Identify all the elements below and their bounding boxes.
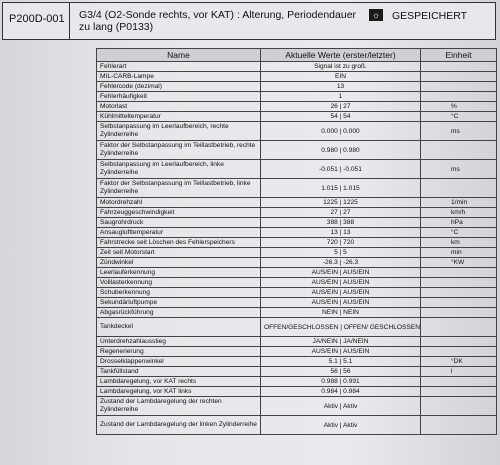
param-value: NEIN | NEIN [261, 308, 421, 318]
param-unit [421, 278, 497, 288]
param-unit [421, 82, 497, 92]
table-row [97, 248, 497, 258]
param-value: Aktiv | Aktiv [261, 416, 421, 435]
param-name: Motordrehzahl [97, 198, 261, 208]
param-name: Drosselklappenwinkel [97, 357, 261, 367]
param-unit: km [421, 238, 497, 248]
param-unit [421, 337, 497, 347]
param-value: JA/NEIN | JA/NEIN [261, 337, 421, 347]
param-value: -0.051 | -0.051 [261, 160, 421, 179]
param-value: 26 | 27 [261, 102, 421, 112]
param-unit [421, 318, 497, 337]
table-row [97, 122, 497, 141]
table-row [97, 278, 497, 288]
param-unit [421, 62, 497, 72]
param-unit [421, 308, 497, 318]
param-unit [421, 397, 497, 416]
param-name: Schuberkennung [97, 288, 261, 298]
param-value: OFFEN/GESCHLOSSEN | OFFEN/ GESCHLOSSEN [261, 318, 421, 337]
param-name: Faktor der Selbstanpassung im Teillastbetrieb, rechte Zylinderreihe [97, 141, 261, 160]
table-row [97, 397, 497, 416]
table-row [97, 218, 497, 228]
param-value: Signal ist zu groß. [261, 62, 421, 72]
table-row [97, 268, 497, 278]
param-unit [421, 387, 497, 397]
param-name: Fahrzeuggeschwindigkeit [97, 208, 261, 218]
param-name: Ansauglufttemperatur [97, 228, 261, 238]
column-header-unit: Einheit [421, 49, 497, 62]
table-row [97, 208, 497, 218]
param-value: 1225 | 1225 [261, 198, 421, 208]
param-name: Tankdeckel [97, 318, 261, 337]
table-row [97, 347, 497, 357]
param-unit: °KW [421, 258, 497, 268]
param-value: 27 | 27 [261, 208, 421, 218]
column-header-name: Name [97, 49, 261, 62]
param-name: Fehlerhäufigkeit [97, 92, 261, 102]
table-row [97, 357, 497, 367]
param-unit: ms [421, 122, 497, 141]
param-name: Zeit seit Motorstart [97, 248, 261, 258]
param-name: Zustand der Lambdaregelung der linken Zylinderreihe [97, 416, 261, 435]
param-value: -26.3 | -26.3 [261, 258, 421, 268]
param-name: Lambdaregelung, vor KAT rechts [97, 377, 261, 387]
param-value: AUS/EIN | AUS/EIN [261, 298, 421, 308]
param-value: AUS/EIN | AUS/EIN [261, 347, 421, 357]
table-row [97, 367, 497, 377]
param-unit: km/h [421, 208, 497, 218]
param-unit: °C [421, 228, 497, 238]
param-unit [421, 347, 497, 357]
param-value: 1.015 | 1.015 [261, 179, 421, 198]
param-unit [421, 377, 497, 387]
param-value: 5 | 5 [261, 248, 421, 258]
table-row [97, 72, 497, 82]
param-name: Sekundärluftpumpe [97, 298, 261, 308]
param-unit [421, 141, 497, 160]
table-row [97, 238, 497, 248]
param-unit [421, 179, 497, 198]
table-row [97, 112, 497, 122]
param-unit: °C [421, 112, 497, 122]
param-name: Regenerierung [97, 347, 261, 357]
table-row [97, 258, 497, 268]
param-value: 0.984 | 0.984 [261, 387, 421, 397]
param-unit [421, 298, 497, 308]
param-value: 56 | 56 [261, 367, 421, 377]
param-unit [421, 416, 497, 435]
table-row [97, 102, 497, 112]
table-row [97, 92, 497, 102]
param-name: Volllasterkennung [97, 278, 261, 288]
table-row [97, 416, 497, 435]
table-row [97, 141, 497, 160]
header-divider [69, 3, 70, 39]
param-value: Aktiv | Aktiv [261, 397, 421, 416]
sun-icon: ☼ [369, 9, 383, 21]
param-value: 1 [261, 92, 421, 102]
param-name: Abgasrückführung [97, 308, 261, 318]
param-unit [421, 268, 497, 278]
param-value: 0.000 | 0.000 [261, 122, 421, 141]
freeze-frame-table [96, 48, 497, 435]
param-value: 0.980 | 0.980 [261, 141, 421, 160]
param-value: 13 | 13 [261, 228, 421, 238]
table-row [97, 228, 497, 238]
fault-status: GESPEICHERT [392, 10, 468, 22]
param-unit [421, 92, 497, 102]
param-name: Tankfüllstand [97, 367, 261, 377]
table-row [97, 377, 497, 387]
table-row [97, 288, 497, 298]
param-unit: % [421, 102, 497, 112]
param-name: Selbstanpassung im Leerlaufbereich, linke Zylinderreihe [97, 160, 261, 179]
table-row [97, 308, 497, 318]
table-header-row [97, 49, 497, 62]
param-value: 54 | 54 [261, 112, 421, 122]
table-row [97, 387, 497, 397]
param-name: Fehlerart [97, 62, 261, 72]
param-value: 13 [261, 82, 421, 92]
fault-code: P200D-001 [9, 13, 65, 25]
param-name: Leerlauferkennung [97, 268, 261, 278]
fault-title: G3/4 (O2-Sonde rechts, vor KAT) : Alterung, Periodendauer zu lang (P0133) [79, 9, 357, 33]
param-name: Selbstanpassung im Leerlaufbereich, rechte Zylinderreihe [97, 122, 261, 141]
param-unit [421, 72, 497, 82]
table-row [97, 62, 497, 72]
table-row [97, 337, 497, 347]
param-unit: l [421, 367, 497, 377]
param-unit: hPa [421, 218, 497, 228]
param-unit: min [421, 248, 497, 258]
fault-header [2, 2, 496, 40]
param-name: Saugrohrdruck [97, 218, 261, 228]
param-unit: ms [421, 160, 497, 179]
table-row [97, 160, 497, 179]
param-name: MIL-CARB-Lampe [97, 72, 261, 82]
table-row [97, 198, 497, 208]
param-name: Motorlast [97, 102, 261, 112]
table-row [97, 298, 497, 308]
param-value: AUS/EIN | AUS/EIN [261, 288, 421, 298]
table-row [97, 179, 497, 198]
param-unit: 1/min [421, 198, 497, 208]
param-name: Zündwinkel [97, 258, 261, 268]
param-name: Unterdrehzahlausstieg [97, 337, 261, 347]
table-row [97, 82, 497, 92]
param-value: 388 | 388 [261, 218, 421, 228]
param-value: 5.1 | 5.1 [261, 357, 421, 367]
param-value: EIN [261, 72, 421, 82]
param-value: 0.988 | 0.991 [261, 377, 421, 387]
param-name: Zustand der Lambdaregelung der rechten Zylinderreihe [97, 397, 261, 416]
param-unit: °DK [421, 357, 497, 367]
param-value: AUS/EIN | AUS/EIN [261, 268, 421, 278]
param-unit [421, 288, 497, 298]
param-name: Faktor der Selbstanpassung im Teillastbetrieb, linke Zylinderreihe [97, 179, 261, 198]
column-header-values: Aktuelle Werte (erster/letzter) [261, 49, 421, 62]
param-name: Fahrstrecke seit Löschen des Fehlerspeichers [97, 238, 261, 248]
param-name: Fehlercode (dezimal) [97, 82, 261, 92]
param-name: Lambdaregelung, vor KAT links [97, 387, 261, 397]
param-value: AUS/EIN | AUS/EIN [261, 278, 421, 288]
param-name: Kühlmitteltemperatur [97, 112, 261, 122]
param-value: 720 | 720 [261, 238, 421, 248]
table-row [97, 318, 497, 337]
